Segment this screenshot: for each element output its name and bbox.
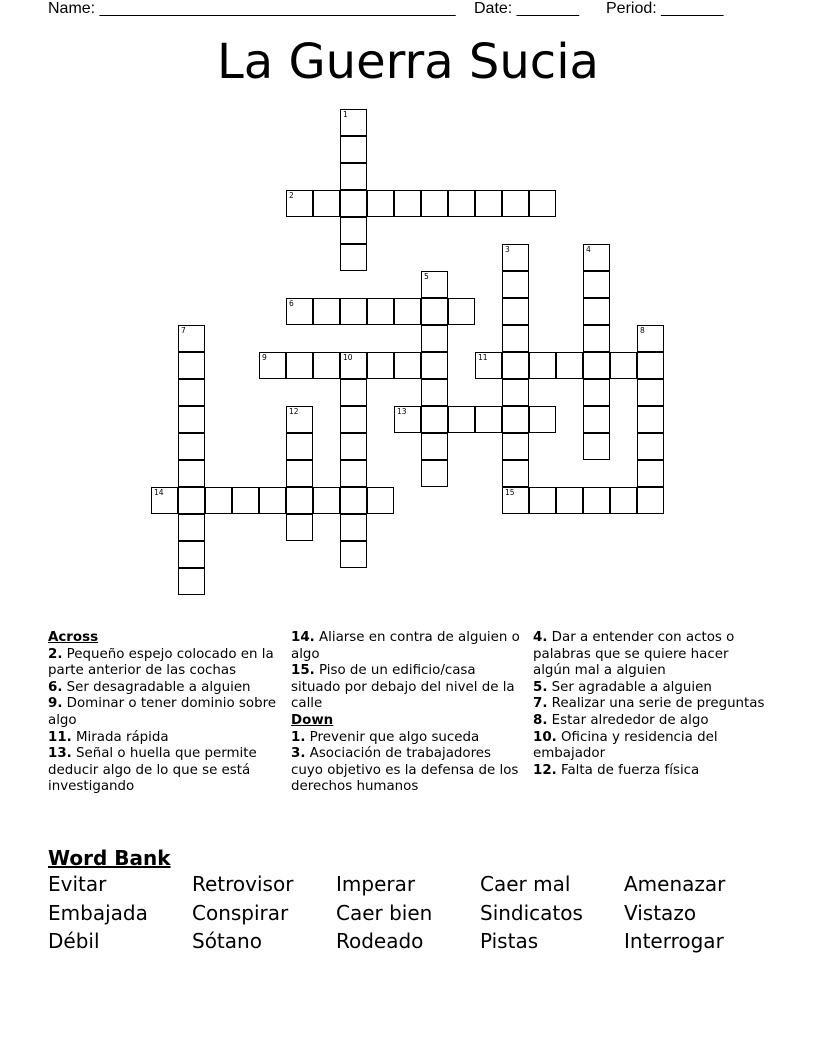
crossword-cell[interactable] xyxy=(286,433,313,460)
clue-number: 3. xyxy=(291,746,306,762)
crossword-cell[interactable] xyxy=(502,487,529,514)
crossword-cell[interactable] xyxy=(394,352,421,379)
cell-number: 14 xyxy=(154,488,164,497)
cell-number: 12 xyxy=(289,407,299,416)
clue-number: 2. xyxy=(48,646,63,662)
down-heading: Down xyxy=(291,712,334,728)
clue-across-9 xyxy=(48,696,280,729)
word-bank-item: Pistas xyxy=(480,929,539,953)
crossword-cell[interactable] xyxy=(502,406,529,433)
clue-text: Pequeño espejo colocado en la parte anterior de las cochas xyxy=(48,646,274,679)
crossword-cell[interactable] xyxy=(529,487,556,514)
word-bank-item: Débil xyxy=(48,929,100,953)
word-bank-item: Interrogar xyxy=(624,929,724,953)
crossword-cell[interactable] xyxy=(340,109,367,136)
crossword-cell[interactable] xyxy=(637,352,664,379)
word-bank-item: Caer bien xyxy=(336,901,433,925)
crossword-cell[interactable] xyxy=(367,298,394,325)
cell-number: 8 xyxy=(640,326,645,335)
clue-text: Dar a entender con actos o palabras que se quiere hacer algún mal a alguien xyxy=(533,630,735,679)
crossword-cell[interactable] xyxy=(313,298,340,325)
crossword-cell[interactable] xyxy=(340,298,367,325)
crossword-cell[interactable] xyxy=(340,163,367,190)
clue-across-6 xyxy=(48,680,280,697)
clue-down-1 xyxy=(291,730,523,747)
word-bank-item: Retrovisor xyxy=(192,872,294,896)
crossword-cell[interactable] xyxy=(502,271,529,298)
clue-across-2 xyxy=(48,647,280,680)
cell-number: 1 xyxy=(343,110,348,119)
crossword-cell[interactable] xyxy=(502,352,529,379)
clue-number: 9. xyxy=(48,696,63,712)
crossword-cell[interactable] xyxy=(178,487,205,514)
name-field: Name: ________________________________________ xyxy=(48,0,456,17)
clue-number: 15. xyxy=(291,663,315,679)
crossword-cell[interactable] xyxy=(178,514,205,541)
clue-across-14 xyxy=(291,630,523,663)
crossword-cell[interactable] xyxy=(502,433,529,460)
crossword-cell[interactable] xyxy=(232,487,259,514)
crossword-cell[interactable] xyxy=(583,352,610,379)
clue-text: Dominar o tener dominio sobre algo xyxy=(48,696,277,728)
crossword-cell[interactable] xyxy=(502,298,529,325)
word-bank-item: Sindicatos xyxy=(480,901,583,925)
crossword-cell[interactable] xyxy=(421,433,448,460)
crossword-cell[interactable] xyxy=(178,460,205,487)
word-bank-item: Evitar xyxy=(48,872,107,896)
clue-across-13 xyxy=(48,746,280,796)
crossword-cell[interactable] xyxy=(340,406,367,433)
crossword-cell[interactable] xyxy=(367,487,394,514)
clue-down-3 xyxy=(291,746,523,796)
crossword-cell[interactable] xyxy=(286,352,313,379)
crossword-cell[interactable] xyxy=(259,487,286,514)
cell-number: 5 xyxy=(424,272,429,281)
clue-text: Realizar una serie de preguntas xyxy=(551,696,765,712)
word-bank-item: Conspirar xyxy=(192,901,289,925)
crossword-cell[interactable] xyxy=(340,217,367,244)
clue-text: Ser desagradable a alguien xyxy=(66,679,251,695)
clue-down-10 xyxy=(533,730,765,763)
clue-text: Prevenir que algo suceda xyxy=(309,729,480,745)
crossword-cell[interactable] xyxy=(394,406,421,433)
crossword-cell[interactable] xyxy=(421,190,448,217)
clue-number: 12. xyxy=(533,762,557,778)
crossword-cell[interactable] xyxy=(529,352,556,379)
crossword-cell[interactable] xyxy=(637,325,664,352)
cell-number: 9 xyxy=(262,353,267,362)
crossword-cell[interactable] xyxy=(340,541,367,568)
page-title: La Guerra Sucia xyxy=(217,34,599,90)
crossword-cell[interactable] xyxy=(286,460,313,487)
crossword-cell[interactable] xyxy=(583,433,610,460)
crossword-cell[interactable] xyxy=(286,298,313,325)
clue-text: Mirada rápida xyxy=(76,729,169,745)
crossword-cell[interactable] xyxy=(421,352,448,379)
crossword-cell[interactable] xyxy=(475,406,502,433)
crossword-cell[interactable] xyxy=(178,433,205,460)
clue-down-12 xyxy=(533,763,765,780)
clue-number: 14. xyxy=(291,630,315,645)
crossword-cell[interactable] xyxy=(340,487,367,514)
crossword-cell[interactable] xyxy=(637,433,664,460)
across-heading: Across xyxy=(48,630,99,645)
crossword-cell[interactable] xyxy=(286,514,313,541)
clue-column-1 xyxy=(48,630,280,796)
crossword-cell[interactable] xyxy=(340,136,367,163)
crossword-cell[interactable] xyxy=(259,352,286,379)
clue-number: 6. xyxy=(48,679,63,695)
crossword-cell[interactable] xyxy=(637,460,664,487)
clue-number: 13. xyxy=(48,746,72,762)
crossword-cell[interactable] xyxy=(421,379,448,406)
crossword-cell[interactable] xyxy=(502,244,529,271)
crossword-cell[interactable] xyxy=(151,487,178,514)
crossword-cell[interactable] xyxy=(583,271,610,298)
crossword-cell[interactable] xyxy=(313,487,340,514)
crossword-cell[interactable] xyxy=(178,406,205,433)
crossword-cell[interactable] xyxy=(475,352,502,379)
cell-number: 2 xyxy=(289,191,294,200)
crossword-cell[interactable] xyxy=(421,460,448,487)
crossword-cell[interactable] xyxy=(286,487,313,514)
clue-column-3 xyxy=(533,630,765,779)
clue-across-15 xyxy=(291,663,523,713)
crossword-cell[interactable] xyxy=(340,379,367,406)
word-bank-item: Embajada xyxy=(48,901,148,925)
crossword-cell[interactable] xyxy=(448,190,475,217)
crossword-cell[interactable] xyxy=(205,487,232,514)
crossword-cell[interactable] xyxy=(313,190,340,217)
crossword-cell[interactable] xyxy=(583,379,610,406)
clue-text: Estar alrededor de algo xyxy=(551,712,709,728)
crossword-cell[interactable] xyxy=(502,460,529,487)
crossword-cell[interactable] xyxy=(340,514,367,541)
crossword-cell[interactable] xyxy=(340,352,367,379)
word-bank-item: Rodeado xyxy=(336,929,424,953)
crossword-cell[interactable] xyxy=(340,190,367,217)
crossword-cell[interactable] xyxy=(448,406,475,433)
clue-text: Oficina y residencia del embajador xyxy=(533,729,718,762)
crossword-cell[interactable] xyxy=(448,298,475,325)
crossword-cell[interactable] xyxy=(583,406,610,433)
crossword-cell[interactable] xyxy=(610,487,637,514)
clue-down-8 xyxy=(533,713,765,730)
crossword-cell[interactable] xyxy=(583,298,610,325)
crossword-cell[interactable] xyxy=(421,298,448,325)
word-bank-item: Imperar xyxy=(336,872,416,896)
crossword-cell[interactable] xyxy=(556,352,583,379)
clue-number: 8. xyxy=(533,712,548,728)
clue-column-2 xyxy=(291,630,523,796)
clue-number: 5. xyxy=(533,679,548,695)
clue-across-11 xyxy=(48,730,280,747)
crossword-cell[interactable] xyxy=(340,244,367,271)
cell-number: 7 xyxy=(181,326,186,335)
cell-number: 10 xyxy=(343,353,353,362)
crossword-cell[interactable] xyxy=(178,541,205,568)
crossword-cell[interactable] xyxy=(367,352,394,379)
cell-number: 6 xyxy=(289,299,294,308)
word-bank-item: Vistazo xyxy=(624,901,697,925)
crossword-cell[interactable] xyxy=(637,379,664,406)
period-field: Period: _______ xyxy=(606,0,724,17)
clue-text: Aliarse en contra de alguien o algo xyxy=(291,630,520,662)
clue-down-4 xyxy=(533,630,765,680)
crossword-cell[interactable] xyxy=(394,298,421,325)
crossword-cell[interactable] xyxy=(475,190,502,217)
cell-number: 4 xyxy=(586,245,591,254)
clue-text: Ser agradable a alguien xyxy=(551,679,712,695)
crossword-cell[interactable] xyxy=(583,487,610,514)
clue-down-5 xyxy=(533,680,765,697)
crossword-cell[interactable] xyxy=(340,460,367,487)
crossword-cell[interactable] xyxy=(367,190,394,217)
crossword-cell[interactable] xyxy=(502,325,529,352)
crossword-cell[interactable] xyxy=(178,352,205,379)
crossword-cell[interactable] xyxy=(529,190,556,217)
crossword-cell[interactable] xyxy=(178,568,205,595)
crossword-cell[interactable] xyxy=(178,379,205,406)
crossword-cell[interactable] xyxy=(178,325,205,352)
clue-number: 4. xyxy=(533,630,548,645)
clue-number: 7. xyxy=(533,696,548,712)
clue-number: 1. xyxy=(291,729,306,745)
clue-text: Señal o huella que permite deducir algo de lo que se está investigando xyxy=(48,746,257,795)
cell-number: 3 xyxy=(505,245,510,254)
crossword-cell[interactable] xyxy=(421,271,448,298)
cell-number: 13 xyxy=(397,407,407,416)
word-bank-item: Caer mal xyxy=(480,872,571,896)
crossword-cell[interactable] xyxy=(394,190,421,217)
crossword-cell[interactable] xyxy=(637,487,664,514)
crossword-cell[interactable] xyxy=(610,352,637,379)
word-bank-item: Sótano xyxy=(192,929,262,953)
cell-number: 15 xyxy=(505,488,515,497)
clue-number: 10. xyxy=(533,729,557,745)
crossword-cell[interactable] xyxy=(421,406,448,433)
cell-number: 11 xyxy=(478,353,488,362)
clue-number: 11. xyxy=(48,729,72,745)
word-bank-item: Amenazar xyxy=(624,872,726,896)
crossword-cell[interactable] xyxy=(340,433,367,460)
clue-text: Falta de fuerza física xyxy=(561,762,700,778)
crossword-cell[interactable] xyxy=(637,406,664,433)
crossword-cell[interactable] xyxy=(502,190,529,217)
crossword-cell[interactable] xyxy=(583,325,610,352)
crossword-cell[interactable] xyxy=(556,487,583,514)
crossword-cell[interactable] xyxy=(529,406,556,433)
crossword-cell[interactable] xyxy=(583,244,610,271)
clue-text: Asociación de trabajadores cuyo objetivo es la defensa de los derechos humanos xyxy=(291,746,519,795)
word-bank-title: Word Bank xyxy=(48,846,171,870)
clue-text: Piso de un edificio/casa situado por debajo del nivel de la calle xyxy=(291,663,515,712)
crossword-cell[interactable] xyxy=(421,325,448,352)
crossword-cell[interactable] xyxy=(313,352,340,379)
crossword-cell[interactable] xyxy=(502,379,529,406)
crossword-cell[interactable] xyxy=(286,190,313,217)
date-field: Date: _______ xyxy=(474,0,579,17)
clue-down-7 xyxy=(533,696,765,713)
crossword-cell[interactable] xyxy=(286,406,313,433)
